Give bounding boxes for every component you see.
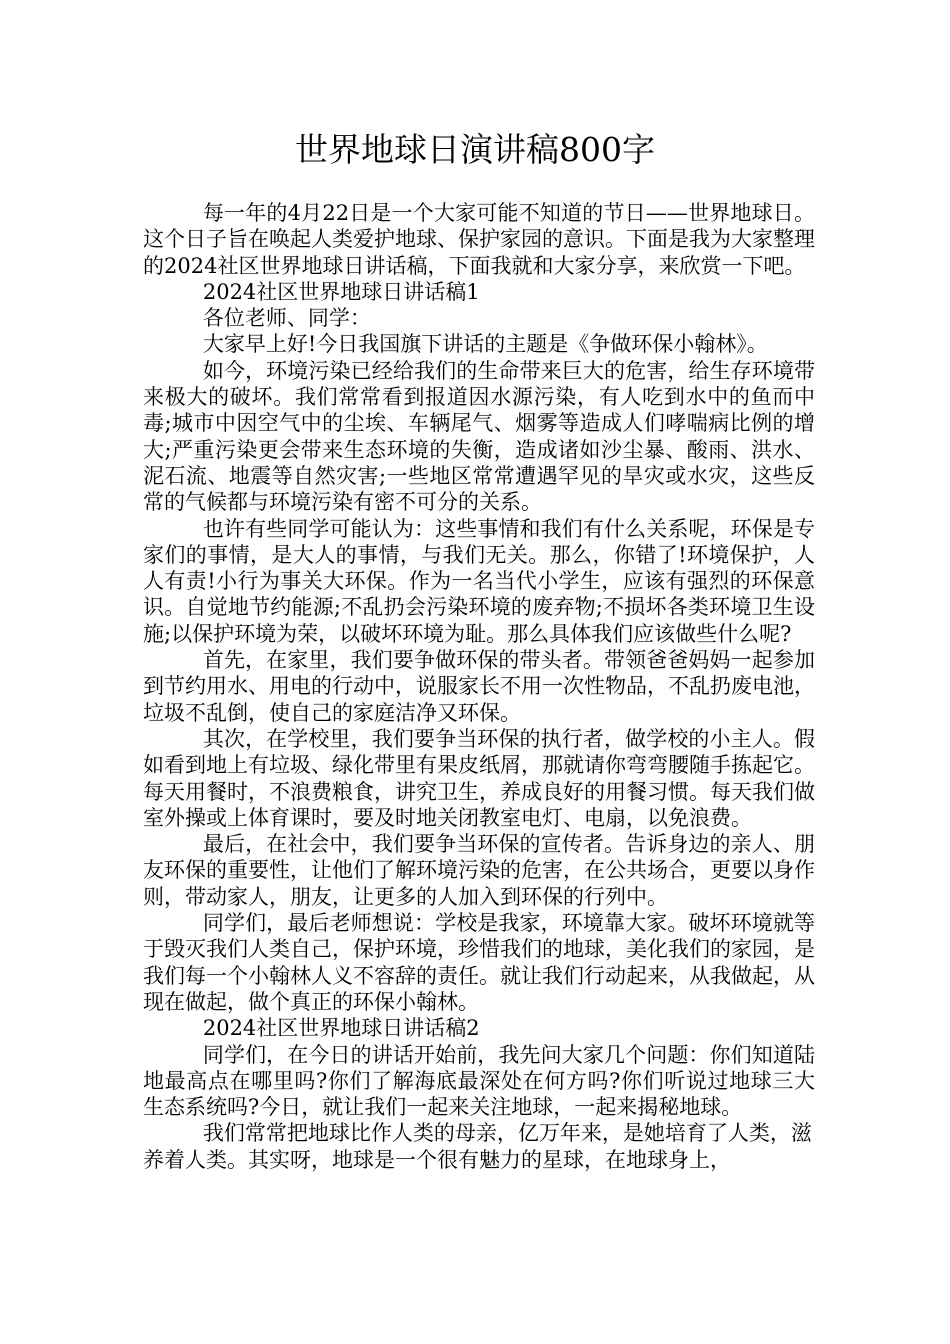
salutation: 各位老师、同学： [202, 306, 371, 331]
paragraph: 也许有些同学可能认为：这些事情和我们有什么关系呢，环保是专家们的事情，是大人的事情，与我们无关。那么，你错了!环境保护，人人有责!小行为事关大环保。作为一名当代小学生，应该有强烈的环保意识。自觉地节约能源;不乱扔会污染环境的废弃物;不损坏各类环境卫生设施;以保护环境为荣，以破坏环境为耻。那么具体我们应该做些什么呢? [143, 516, 815, 646]
paragraph: 同学们，在今日的讲话开始前，我先问大家几个问题：你们知道陆地最高点在哪里吗?你们了解海底最深处在何方吗?你们听说过地球三大生态系统吗?今日，就让我们一起来关注地球，一起来揭秘地球。 [143, 1042, 815, 1120]
document-title: 世界地球日演讲稿800字 [295, 130, 655, 169]
paragraph: 最后，在社会中，我们要争当环保的宣传者。告诉身边的亲人、朋友环保的重要性，让他们了解环境污染的危害，在公共场合，更要以身作则，带动家人，朋友，让更多的人加入到环保的行列中。 [143, 832, 815, 909]
document-body [143, 200, 815, 1173]
paragraph-intro: 每一年的4月22日是一个大家可能不知道的节日——世界地球日。这个日子旨在唤起人类爱护地球、保护家园的意识。下面是我为大家整理的2024社区世界地球日讲话稿，下面我就和大家分享，来欣赏一下吧。 [143, 201, 815, 278]
paragraph: 我们常常把地球比作人类的母亲，亿万年来，是她培育了人类，滋养着人类。其实呀，地球是一个很有魅力的星球，在地球身上， [143, 1121, 812, 1172]
paragraph: 大家早上好!今日我国旗下讲话的主题是《争做环保小翰林》。 [202, 332, 768, 357]
paragraph: 首先，在家里，我们要争做环保的带头者。带领爸爸妈妈一起参加到节约用水、用电的行动中，说服家长不用一次性物品，不乱扔废电池，垃圾不乱倒，使自己的家庭洁净又环保。 [143, 648, 815, 725]
section-heading-2: 2024社区世界地球日讲话稿2 [202, 1016, 480, 1041]
paragraph: 其次，在学校里，我们要争当环保的执行者，做学校的小主人。假如看到地上有垃圾、绿化带里有果皮纸屑，那就请你弯弯腰随手拣起它。每天用餐时，不浪费粮食，讲究卫生，养成良好的用餐习惯。每天我们做室外操或上体育课时，要及时地关闭教室电灯、电扇，以免浪费。 [143, 726, 815, 830]
paragraph: 如今，环境污染已经给我们的生命带来巨大的危害，给生存环境带来极大的破坏。我们常常看到报道因水源污染，有人吃到水中的鱼而中毒;城市中因空气中的尘埃、车辆尾气、烟雾等造成人们哮喘病比例的增大;严重污染更会带来生态环境的失衡，造成诸如沙尘暴、酸雨、洪水、泥石流、地震等自然灾害;一些地区常常遭遇罕见的旱灾或水灾，这些反常的气候都与环境污染有密不可分的关系。 [143, 358, 815, 515]
paragraph: 同学们，最后老师想说：学校是我家，环境靠大家。破坏环境就等于毁灭我们人类自己，保护环境，珍惜我们的地球，美化我们的家园，是我们每一个小翰林人义不容辞的责任。就让我们行动起来，从我做起，从现在做起，做个真正的环保小翰林。 [143, 911, 815, 1014]
section-heading-1: 2024社区世界地球日讲话稿1 [202, 279, 480, 304]
